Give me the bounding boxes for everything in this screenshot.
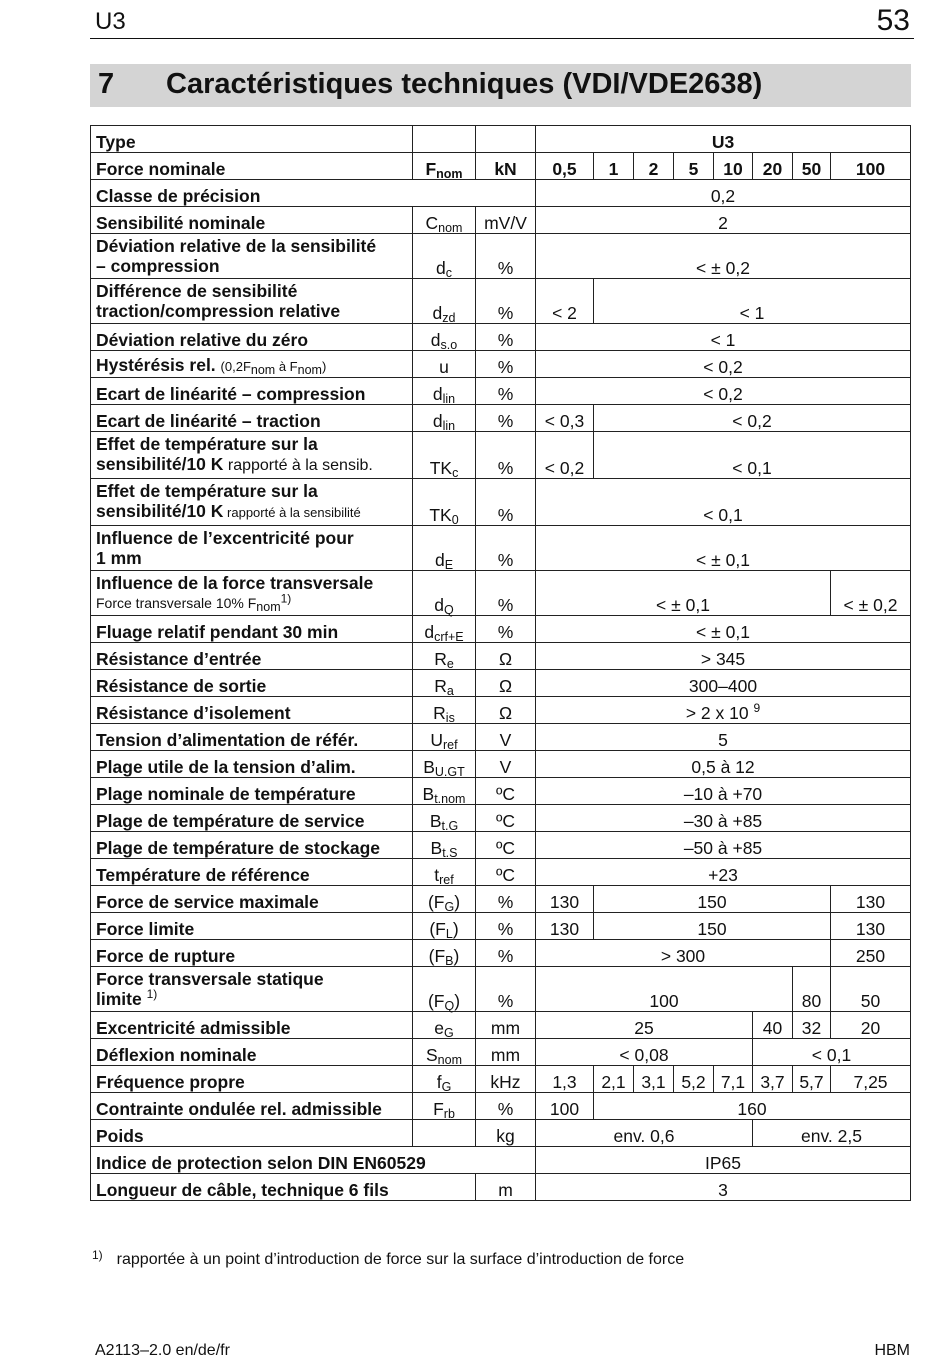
row-label: Classe de précision [91,180,536,207]
symbol-cell: $d_{lin}$ [413,378,476,405]
table-row [91,405,911,432]
footnote-marker: 1) [92,1248,103,1262]
value-cell: < ± 0,1 [536,526,911,571]
unit-cell: ºC [476,805,536,832]
row-label: Effet de température sur la sensibilité/10 K rapporté à la sensibilité [91,479,413,526]
table-row [91,126,911,153]
capacity-cell: 0,5 [536,153,594,180]
capacity-cell: 2 [634,153,674,180]
unit-cell: % [476,279,536,324]
symbol-cell: $(F_G)$ [413,886,476,913]
value-cell: 130 [831,913,911,940]
row-label: Influence de l’excentricité pour 1 mm [91,526,413,571]
table-row [91,571,911,616]
value-cell: < 0,2 [594,405,911,432]
row-label: Tension d’alimentation de référ. [91,724,413,751]
capacity-cell: 50 [793,153,831,180]
symbol-cell: $F_{rb}$ [413,1093,476,1120]
table-row [91,207,911,234]
unit-cell: Ω [476,697,536,724]
unit-cell: kg [476,1120,536,1147]
value-cell: 0,2 [536,180,911,207]
capacity-cell: 5 [674,153,714,180]
row-label: Influence de la force transversale Force transversale 10% $F_{nom}^{1)}$ [91,571,413,616]
table-row [91,279,911,324]
value-cell: 150 [594,913,831,940]
row-label: Différence de sensibilité traction/compression relative [91,279,413,324]
value-cell: 3,7 [753,1066,793,1093]
row-label: Force nominale [91,153,413,180]
value-cell: < 1 [536,324,911,351]
row-label: Déviation relative du zéro [91,324,413,351]
symbol-cell: $d_{crf+E}$ [413,616,476,643]
symbol-cell: $U_{ref}$ [413,724,476,751]
value-cell: env. 0,6 [536,1120,753,1147]
value-cell: 2,1 [594,1066,634,1093]
type-value: U3 [536,126,911,153]
value-cell: < ± 0,2 [831,571,911,616]
row-label: Type [91,126,413,153]
unit-cell: ºC [476,859,536,886]
unit-cell: mV/V [476,207,536,234]
section-number: 7 [98,68,115,100]
value-cell: 130 [536,913,594,940]
value-cell: < 0,08 [536,1039,753,1066]
value-cell: < ± 0,1 [536,616,911,643]
value-cell: 7,1 [714,1066,753,1093]
symbol-cell: $d_c$ [413,234,476,279]
unit-cell: % [476,405,536,432]
row-label: Sensibilité nominale [91,207,413,234]
row-label: Plage utile de la tension d’alim. [91,751,413,778]
value-cell: < 0,1 [753,1039,911,1066]
value-cell: 2 [536,207,911,234]
unit-cell: mm [476,1039,536,1066]
unit-cell: % [476,940,536,967]
value-cell: 5,7 [793,1066,831,1093]
symbol-cell: $TK_c$ [413,432,476,479]
symbol-cell: $e_G$ [413,1012,476,1039]
unit-cell: mm [476,1012,536,1039]
symbol-cell: $R_e$ [413,643,476,670]
value-cell: +23 [536,859,911,886]
row-label: Contrainte ondulée rel. admissible [91,1093,413,1120]
table-row [91,351,911,378]
value-cell: 160 [594,1093,911,1120]
row-label: Température de référence [91,859,413,886]
row-label: Poids [91,1120,413,1147]
value-cell: –30 à +85 [536,805,911,832]
table-row [91,886,911,913]
unit-cell: % [476,967,536,1012]
unit-cell: kHz [476,1066,536,1093]
unit-cell: m [476,1174,536,1201]
value-cell: 250 [831,940,911,967]
row-label: Force de rupture [91,940,413,967]
value-cell: 1,3 [536,1066,594,1093]
table-row [91,643,911,670]
unit-cell: % [476,913,536,940]
value-cell: 150 [594,886,831,913]
table-row [91,913,911,940]
value-cell: –50 à +85 [536,832,911,859]
row-label: Fluage relatif pendant 30 min [91,616,413,643]
symbol-cell: $d_E$ [413,526,476,571]
value-cell: –10 à +70 [536,778,911,805]
symbol-cell: $d_{zd}$ [413,279,476,324]
unit-cell: Ω [476,670,536,697]
table-row [91,378,911,405]
symbol-cell: $f_G$ [413,1066,476,1093]
symbol-cell: $F_{nom}$ [413,153,476,180]
value-cell: 40 [753,1012,793,1039]
capacity-cell: 100 [831,153,911,180]
table-row [91,1039,911,1066]
value-cell: 130 [536,886,594,913]
value-cell: > 345 [536,643,911,670]
unit-cell: % [476,432,536,479]
value-cell: < ± 0,1 [536,571,831,616]
value-cell: < 0,2 [536,432,594,479]
unit-cell: V [476,751,536,778]
symbol-cell: $R_a$ [413,670,476,697]
value-cell: 0,5 à 12 [536,751,911,778]
value-cell: < 2 [536,279,594,324]
specifications-table [90,125,911,1201]
brand-name: HBM [874,1342,910,1359]
row-label: Plage nominale de température [91,778,413,805]
row-label: Ecart de linéarité – traction [91,405,413,432]
value-cell: 32 [793,1012,831,1039]
value-cell: < ± 0,2 [536,234,911,279]
symbol-cell: $(F_B)$ [413,940,476,967]
unit-cell: ºC [476,832,536,859]
unit-cell: kN [476,153,536,180]
running-header-model: U3 [95,8,126,35]
value-cell: 5 [536,724,911,751]
symbol-cell: $B_{t.G}$ [413,805,476,832]
value-cell: 25 [536,1012,753,1039]
symbol-cell: $C_{nom}$ [413,207,476,234]
value-cell: < 0,1 [594,432,911,479]
table-row [91,751,911,778]
symbol-cell: $B_{t.S}$ [413,832,476,859]
row-label: Indice de protection selon DIN EN60529 [91,1147,536,1174]
table-row [91,526,911,571]
unit-cell: Ω [476,643,536,670]
symbol-cell: $d_Q$ [413,571,476,616]
value-cell: < 0,2 [536,351,911,378]
table-row [91,805,911,832]
row-label: Force limite [91,913,413,940]
table-row [91,670,911,697]
row-label: Résistance d’isolement [91,697,413,724]
capacity-cell: 1 [594,153,634,180]
row-label: Plage de température de stockage [91,832,413,859]
table-row [91,778,911,805]
table-row [91,1120,911,1147]
table-row [91,180,911,207]
unit-cell: % [476,886,536,913]
value-cell: 3,1 [634,1066,674,1093]
symbol-cell: $d_{lin}$ [413,405,476,432]
unit-cell: % [476,324,536,351]
document-id: A2113–2.0 en/de/fr [95,1342,230,1359]
table-row [91,967,911,1012]
table-row [91,479,911,526]
value-cell: 3 [536,1174,911,1201]
table-row [91,1174,911,1201]
row-label: Plage de température de service [91,805,413,832]
table-row [91,153,911,180]
table-row [91,1066,911,1093]
value-cell: 7,25 [831,1066,911,1093]
value-cell: > 300 [536,940,831,967]
capacity-cell: 20 [753,153,793,180]
symbol-cell: $B_{U.GT}$ [413,751,476,778]
table-row [91,832,911,859]
symbol-cell: $(F_L)$ [413,913,476,940]
value-cell: < 0,3 [536,405,594,432]
table-row [91,859,911,886]
row-label: Force transversale statique limite $^{1)}$ [91,967,413,1012]
value-cell: 5,2 [674,1066,714,1093]
section-title: Caractéristiques techniques (VDI/VDE2638) [166,68,763,100]
table-row [91,1147,911,1174]
table-row [91,234,911,279]
unit-cell: % [476,1093,536,1120]
unit-cell: % [476,378,536,405]
row-label: Excentricité admissible [91,1012,413,1039]
value-cell: < 0,1 [536,479,911,526]
value-cell: 130 [831,886,911,913]
unit-cell: % [476,351,536,378]
symbol-cell: $B_{t.nom}$ [413,778,476,805]
value-cell: 300–400 [536,670,911,697]
unit-cell: V [476,724,536,751]
value-cell: IP65 [536,1147,911,1174]
row-label: Longueur de câble, technique 6 fils [91,1174,476,1201]
value-cell: 100 [536,967,793,1012]
row-label: Force de service maximale [91,886,413,913]
symbol-cell: $d_{s.o}$ [413,324,476,351]
unit-cell: % [476,571,536,616]
table-row [91,1093,911,1120]
row-label: Ecart de linéarité – compression [91,378,413,405]
unit-cell: ºC [476,778,536,805]
table-row [91,724,911,751]
symbol-cell: $(F_Q)$ [413,967,476,1012]
capacity-cell: 10 [714,153,753,180]
table-row [91,616,911,643]
table-row [91,324,911,351]
row-label: Fréquence propre [91,1066,413,1093]
row-label: Résistance de sortie [91,670,413,697]
footnote [92,1248,684,1269]
value-cell: 80 [793,967,831,1012]
symbol-cell: $t_{ref}$ [413,859,476,886]
header-rule [90,38,914,39]
table-row [91,697,911,724]
row-label: Déflexion nominale [91,1039,413,1066]
value-cell: < 1 [594,279,911,324]
value-cell: 50 [831,967,911,1012]
table-row [91,1012,911,1039]
section-heading [90,64,911,107]
row-label: Hystérésis rel. ($0,2F_{nom}$ à $F_{nom}$) [91,351,413,378]
table-row [91,432,911,479]
value-cell: > 2 x 10 $^9$ [536,697,911,724]
value-cell: 100 [536,1093,594,1120]
value-cell: < 0,2 [536,378,911,405]
symbol-cell: u [413,351,476,378]
table-row [91,940,911,967]
row-label: Déviation relative de la sensibilité – compression [91,234,413,279]
footnote-text: rapportée à un point d’introduction de force sur la surface d’introduction de force [116,1251,685,1268]
unit-cell: % [476,616,536,643]
symbol-cell: $R_{is}$ [413,697,476,724]
value-cell: env. 2,5 [753,1120,911,1147]
unit-cell: % [476,479,536,526]
unit-cell: % [476,526,536,571]
row-label: Résistance d’entrée [91,643,413,670]
row-label: Effet de température sur la sensibilité/10 K rapporté à la sensib. [91,432,413,479]
unit-cell: % [476,234,536,279]
symbol-cell: $S_{nom}$ [413,1039,476,1066]
symbol-cell: $TK_0$ [413,479,476,526]
value-cell: 20 [831,1012,911,1039]
page-number: 53 [876,4,910,37]
